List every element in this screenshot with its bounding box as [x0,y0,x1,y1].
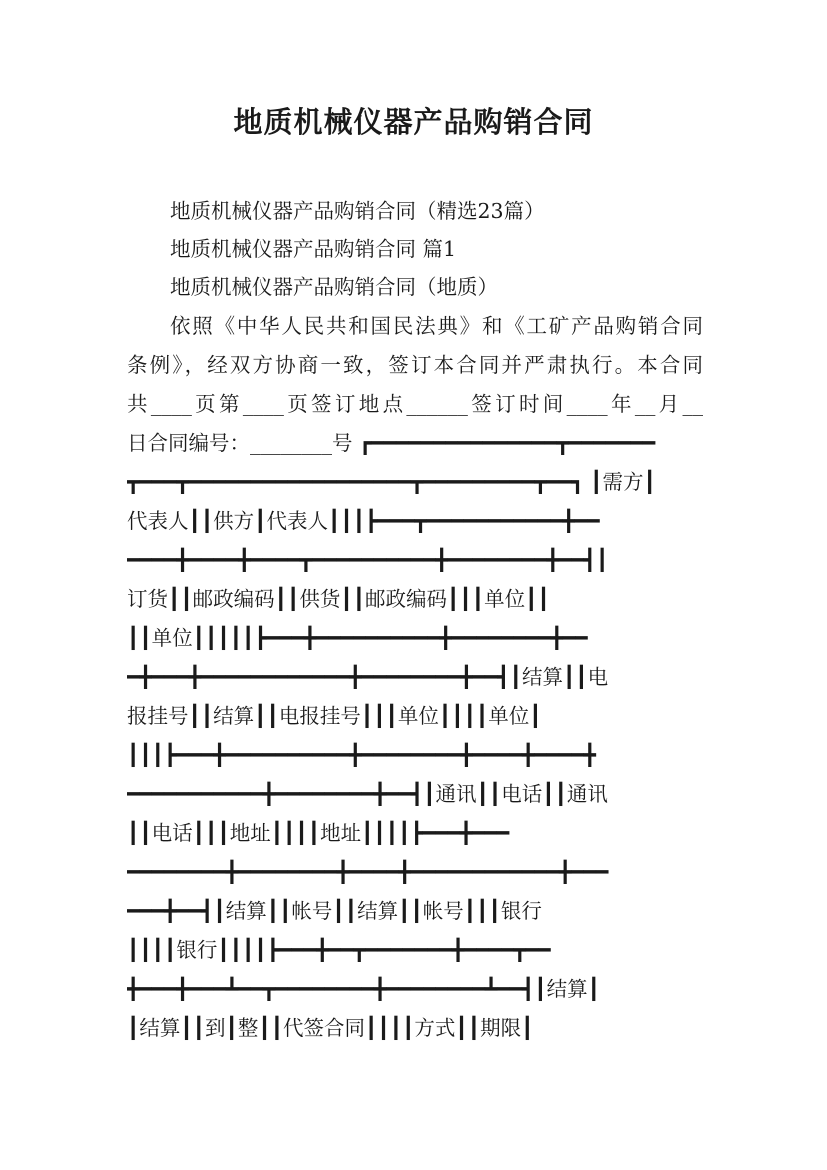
table-border-line: ━━━━━━━━━━━╋━━━━━━━━╋━━┫┃通讯┃┃电话┃┃通讯 [127,782,608,806]
table-border-line: ┃┃┃┃银行┃┃┃┃┣━━━╋━━┳━━━━━━━╋━━━━┳━━ [127,938,551,962]
table-border-line: ┳━━━┳━━━━━━━━━━━━━━━━━━┳━━━━━━━━━┳━━┓ ┃需方┃ [127,470,656,494]
table-border-line: 代表人┃┃供方┃代表人┃┃┃┣━━━┳━━━━━━━━━━━╋━━ [127,509,600,533]
table-border-line: ━━━╋━━┫┃结算┃┃帐号┃┃结算┃┃帐号┃┃┃银行 [127,899,542,923]
body-line: 条例》，经双方协商一致，签订本合同并严肃执行。本合同 [127,353,703,377]
body-line: 日合同编号：________号 ┏━━━━━━━━━━━━━━━┳━━━━━━━ [127,431,656,455]
table-border-line: 报挂号┃┃结算┃┃电报挂号┃┃┃单位┃┃┃┃单位┃ [127,704,542,728]
table-border-line: ━━━━━━━━╋━━━━━━━━╋━━━━╋━━━━━━━━━━━━╋━━━ [127,860,609,884]
document-title: 地质机械仪器产品购销合同 [233,105,594,139]
heading-line-article-1: 地质机械仪器产品购销合同 篇1 [170,237,457,261]
table-border-line: ╋━━━╋━━━┻━━┳━━━━━━━━╋━━━━━━━━┻━━┫┃结算┃ [127,977,600,1001]
table-border-line: ┃┃┃┣━━━╋━━━━━━━━━━╋━━━━━━━━╋━━━━╋━━━━╋ [127,743,596,767]
heading-line-collection: 地质机械仪器产品购销合同（精选23篇） [170,199,545,223]
table-border-line: ━╋━━━╋━━━━━━━━━━━━╋━━━━━━━━╋━━┫┃结算┃┃电 [127,665,609,689]
table-border-line: ┃┃电话┃┃┃地址┃┃┃┃地址┃┃┃┃┣━━━╋━━━ [127,821,510,845]
table-border-line: ┃┃单位┃┃┃┃┃┣━━━╋━━━━━━━━━━╋━━━━━━━━╋━━ [127,626,588,650]
heading-line-contract-type: 地质机械仪器产品购销合同（地质） [170,275,498,299]
body-line: 依照《中华人民共和国民法典》和《工矿产品购销合同 [170,314,703,338]
table-border-line: ┃结算┃┃到┃整┃┃代签合同┃┃┃┃方式┃┃期限┃ [127,1016,534,1040]
body-line: 共____页第____页签订地点______签订时间____年__月__ [127,392,703,416]
table-border-line: 订货┃┃邮政编码┃┃供货┃┃邮政编码┃┃┃单位┃┃ [127,587,550,611]
table-border-line: ━━━━╋━━━━╋━━━━┳━━━━━━━━━━╋━━━━━━━━╋━━┫┃ [127,548,609,572]
